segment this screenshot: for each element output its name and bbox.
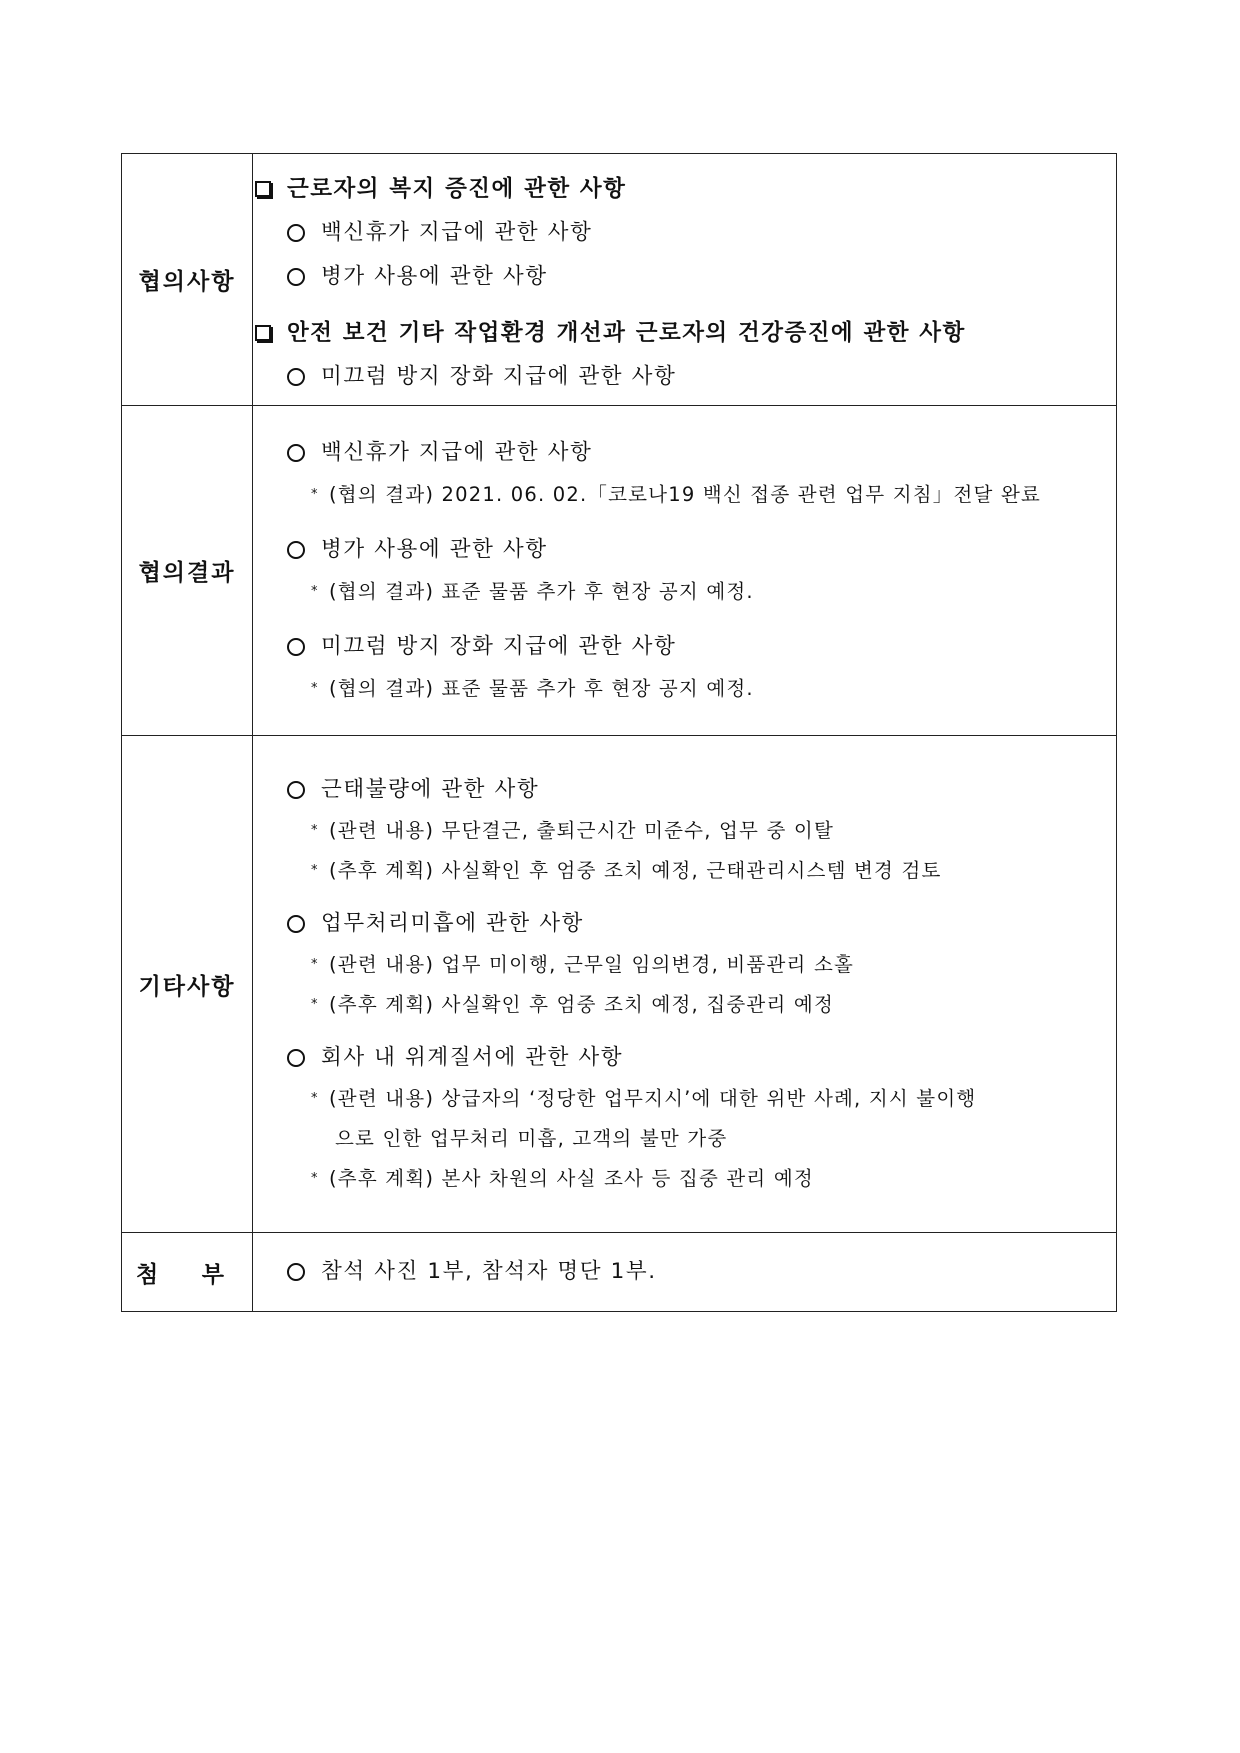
note-line: * (협의 결과) 2021. 06. 02.「코로나19 백신 접종 관련 업무 지침」전달 완료 [253,481,1116,509]
list-item: 회사 내 위계질서에 관한 사항 [253,1043,1116,1073]
asterisk-icon: * [311,487,319,502]
list-item: 백신휴가 지급에 관한 사항 [253,218,1116,248]
list-item: 백신휴가 지급에 관한 사항 [253,438,1116,468]
list-item: 병가 사용에 관한 사항 [253,535,1116,565]
asterisk-icon: * [311,957,319,972]
circle-bullet-icon [287,541,305,559]
row-label: 첨 부 [122,1233,253,1312]
note-line: * (협의 결과) 표준 물품 추가 후 현장 공지 예정. [253,675,1116,703]
row-label: 협의사항 [122,154,253,406]
asterisk-icon: * [311,823,319,838]
circle-bullet-icon [287,781,305,799]
note-line: * (관련 내용) 무단결근, 출퇴근시간 미준수, 업무 중 이탈 [253,817,1116,845]
row-content [253,736,1117,1233]
circle-bullet-icon [287,444,305,462]
asterisk-icon: * [311,1091,319,1106]
circle-bullet-icon [287,638,305,656]
asterisk-icon: * [311,863,319,878]
circle-bullet-icon [287,368,305,386]
section-heading: 근로자의 복지 증진에 관한 사항 [253,174,1116,204]
asterisk-icon: * [311,997,319,1012]
row-other-matters [122,736,1117,1233]
section-heading: 안전 보건 기타 작업환경 개선과 근로자의 건강증진에 관한 사항 [253,318,1116,348]
row-content [253,1233,1117,1312]
asterisk-icon: * [311,584,319,599]
note-line: * (추후 계획) 사실확인 후 엄중 조치 예정, 근태관리시스템 변경 검토 [253,857,1116,885]
row-consultation-items [122,154,1117,406]
note-line: * (추후 계획) 사실확인 후 엄중 조치 예정, 집중관리 예정 [253,991,1116,1019]
note-line: * (관련 내용) 상급자의 ‘정당한 업무지시’에 대한 위반 사례, 지시 불이행 [253,1085,1116,1113]
circle-bullet-icon [287,1263,305,1281]
note-line: * (관련 내용) 업무 미이행, 근무일 임의변경, 비품관리 소홀 [253,951,1116,979]
note-continuation: 으로 인한 업무처리 미흡, 고객의 불만 가중 [335,1127,728,1150]
list-item: 참석 사진 1부, 참석자 명단 1부. [253,1257,1116,1287]
checkbox-square-icon [255,325,271,341]
row-content [253,154,1117,406]
row-label: 협의결과 [122,406,253,736]
circle-bullet-icon [287,268,305,286]
minutes-table [121,153,1117,1312]
circle-bullet-icon [287,224,305,242]
asterisk-icon: * [311,1171,319,1186]
row-consultation-results [122,406,1117,736]
list-item: 미끄럼 방지 장화 지급에 관한 사항 [253,362,1116,392]
circle-bullet-icon [287,915,305,933]
list-item: 근태불량에 관한 사항 [253,775,1116,805]
list-item: 미끄럼 방지 장화 지급에 관한 사항 [253,632,1116,662]
checkbox-square-icon [255,181,271,197]
list-item: 병가 사용에 관한 사항 [253,262,1116,292]
list-item: 업무처리미흡에 관한 사항 [253,909,1116,939]
note-line: * (협의 결과) 표준 물품 추가 후 현장 공지 예정. [253,578,1116,606]
asterisk-icon: * [311,681,319,696]
row-content [253,406,1117,736]
note-line: * (추후 계획) 본사 차원의 사실 조사 등 집중 관리 예정 [253,1165,1116,1193]
row-attachments [122,1233,1117,1312]
row-label: 기타사항 [122,736,253,1233]
circle-bullet-icon [287,1049,305,1067]
